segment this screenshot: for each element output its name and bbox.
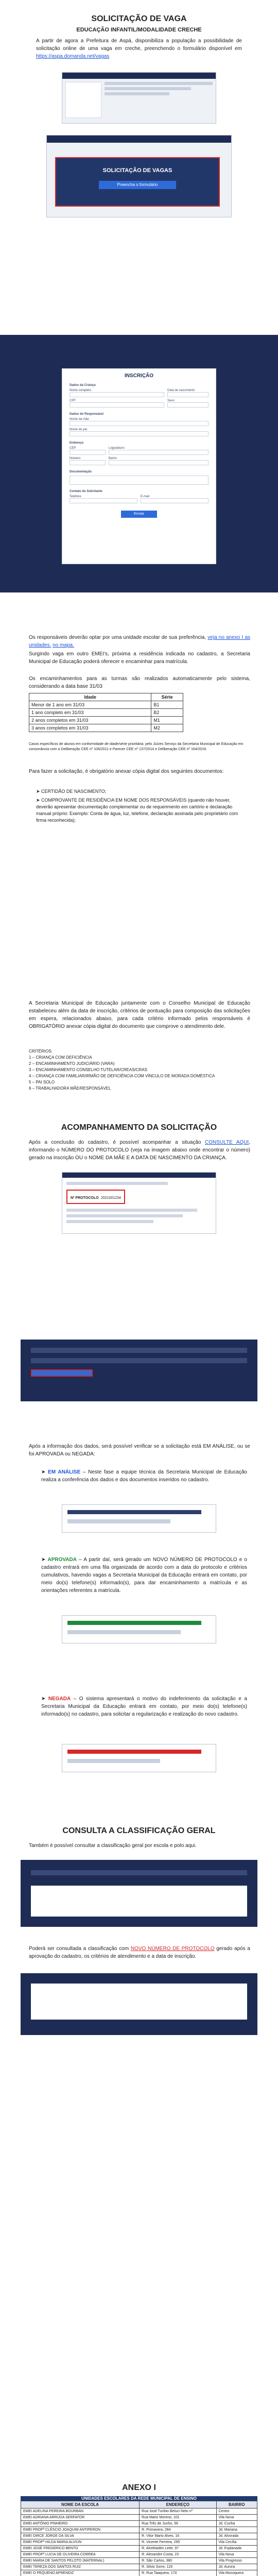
table-cell: Centro <box>216 2509 257 2515</box>
registration-form <box>62 368 216 564</box>
table-cell: R. São Carlos, 380 <box>140 2558 216 2564</box>
classification-text-end: gerado após a aprovação do cadastro, os critérios de atendimento e a data de inscrição. <box>29 1946 250 1959</box>
routing-paragraph: Os encaminhamentos para as turmas são realizados automaticamente pelo sistema, considerando a data base 31/03 <box>29 676 250 689</box>
list-item: 1 – CRIANÇA COM DEFICIÊNCIA <box>29 1055 92 1060</box>
form-link[interactable]: https://aspa.domanda.net/vagas <box>36 54 110 59</box>
tracking-text: Após a conclusão do cadastro, é possível acompanhar a situação <box>29 1140 201 1145</box>
classification-protocol-paragraph <box>29 1945 250 1960</box>
consult-link[interactable]: CONSULTE AQUI <box>205 1140 249 1145</box>
status-approved-label: APROVADA <box>47 1557 77 1563</box>
document-upload[interactable] <box>70 476 208 485</box>
table-cell: EMEI DIRCE JORGE DA SILVA <box>21 2533 140 2539</box>
page-title: SOLICITAÇÃO DE VAGA <box>91 14 187 23</box>
annex-title: ANEXO I <box>122 2483 156 2492</box>
table-cell: B2 <box>151 709 183 717</box>
table-cell: EMEI ADRIANA ARRUDA SERFATOR <box>21 2515 140 2521</box>
label-birth: Data de nascimento <box>167 389 195 392</box>
table-row <box>21 2539 257 2546</box>
number-input[interactable] <box>70 460 106 465</box>
page-subtitle: EDUCAÇÃO INFANTIL/MODALIDADE CRECHE <box>76 27 202 33</box>
submit-button[interactable]: Enviar <box>121 511 157 518</box>
table-cell: EMEI PROFª CLÉSCIO JOAQUIM ANTIPERON <box>21 2527 140 2533</box>
status-analysis-text: – Neste fase a equipe técnica da Secretaria Municipal de Educação realiza a conferência dos dados e dos documentos inseridos no cadastro. <box>41 1469 247 1483</box>
annex-table1-title: UNIDADES ESCOLARES DA REDE MUNICIPAL DE ENSINO <box>21 2496 257 2501</box>
fill-form-button[interactable]: Preencha o formulário <box>99 181 176 189</box>
documents-intro: Para fazer a solicitação, é obrigatório anexar cópia digital dos seguintes documentos: <box>29 769 224 774</box>
list-item: ➤ CERTIDÃO DE NASCIMENTO; <box>36 789 107 794</box>
cpf-input[interactable] <box>70 402 164 408</box>
banner-title: SOLICITAÇÃO DE VAGAS <box>102 167 172 174</box>
table-header: Idade <box>29 693 151 701</box>
table-cell: EMEI TEREZA DOS SANTOS RUIZ <box>21 2564 140 2570</box>
tracking-title: ACOMPANHAMENTO DA SOLICITAÇÃO <box>61 1123 217 1132</box>
list-item: 5 – PAI SOLO <box>29 1080 55 1084</box>
table-cell: EMEI MARIA DE SANTOS PELOTO (MATERNAL) <box>21 2558 140 2564</box>
phone-input[interactable] <box>70 498 137 503</box>
table-cell: Jd. Alvorada <box>216 2533 257 2539</box>
tracking-text-end: , informando o NÚMERO DO PROTOCOLO (veja na imagem abaixo onde encontrar o número) gerado na inscrição OU o NOME DA MÃE E A DATA DE NASCIMENTO DA CRIANÇA. <box>29 1140 250 1161</box>
table-cell: EMEI JOSÉ FREDERICO BENTO <box>21 2546 140 2552</box>
sex-select[interactable] <box>167 402 208 408</box>
table-cell: Jd. Mariana <box>216 2527 257 2533</box>
table-row <box>21 2552 257 2558</box>
highlight-box <box>55 157 220 207</box>
criteria-title: CRITÉRIOS: <box>29 1049 53 1054</box>
status-analysis: ➤ EM ANÁLISE – Neste fase a equipe técnica da Secretaria Municipal de Educação realiza a conferência dos dados e dos documentos inseridos no cadastro. <box>41 1469 247 1483</box>
table-cell: B1 <box>151 701 183 709</box>
table-cell: Vila Nova <box>216 2515 257 2521</box>
table-cell: Vila Progresso <box>216 2558 257 2564</box>
intro-text: A partir de agora a Prefeitura de Aspá, disponibiliza a população a possibilidade de solicitação online de uma vaga em creche, preenchendo o formulário disponível em <box>36 38 242 52</box>
table-cell: R. Primavera, 284 <box>140 2527 216 2533</box>
preference-text: Os responsáveis deverão optar por uma unidade escolar de sua preferência, <box>29 635 206 640</box>
status-denied: ➤ NEGADA – O sistema apresentará o motivo do indeferimento da solicitação e a Secretaria Municipal da Educação entrará em contato, por meio do(s) telefone(s) informado(s) no cadastro, para solicitar a regularização e realização do novo cadastro. <box>41 1696 247 1717</box>
table-row <box>21 2570 257 2576</box>
approved-screenshot <box>62 1615 216 1643</box>
nearby-paragraph: Surgindo vaga em outro EMEI's, próxima a residência indicada no cadastro, a Secretaria Municipal de Educação poderá oferecer e encaminhar para matrícula. <box>29 651 250 665</box>
label-father: Nome do pai <box>70 428 88 431</box>
search-form-band <box>21 1340 257 1401</box>
document-item: COMPROVANTE DE RESIDÊNCIA EM NOME DOS RESPONSÁVEIS (quando não houver, deverão apresentar documentação complementar ou de requerimento em cartório e declaração manual próprio: Exemplo: Conta de água, luz, telefone, declaração assinada pelo proprietário com firma reconhecida); <box>36 798 238 823</box>
calendar-widget <box>65 82 101 118</box>
denied-screenshot <box>62 1744 216 1772</box>
classification-result-screenshot <box>21 1973 257 2035</box>
form-title: INSCRIÇÃO <box>124 373 154 379</box>
list-item: 2 – ENCAMINHAMENTO JUDICIÁRIO (VARA) <box>29 1061 115 1066</box>
form-section-parent: Dados do Responsável <box>70 413 104 416</box>
table-cell: Jd. Aurora <box>216 2564 257 2570</box>
cep-input[interactable] <box>70 450 106 455</box>
table-cell: Vila Mocoquera <box>216 2570 257 2576</box>
table-cell: 3 anos completos em 31/03 <box>29 724 151 732</box>
status-denied-label: NEGADA <box>48 1696 71 1702</box>
form-section-docs: Documentação <box>70 470 92 473</box>
protocol-label: Nº PROTOCOLO <box>71 1196 99 1200</box>
table-row <box>21 2509 257 2515</box>
table-row <box>29 701 183 709</box>
table-cell: EMEI PROFª HILDA MARIA ALVIUN <box>21 2539 140 2546</box>
table-row <box>29 724 183 732</box>
table-cell: R. Vicente Ferreira, 295 <box>140 2539 216 2546</box>
classification-table <box>31 1886 247 1917</box>
status-intro: Após a informação dos dados, será possível verificar se a solicitação está EM ANÁLISE, ou se foi APROVADA ou NEGADA: <box>29 1444 250 1457</box>
table-cell: R. Silvio Sorre, 119 <box>140 2564 216 2570</box>
table-cell: EMEI ANTÔNIO PINHEIRO <box>21 2521 140 2527</box>
list-item: 4 – CRIANÇA COM FAMILIAR/IRMÃO DE DEFICIÊNCIA COM VÍNCULO DE MORADA DOMÉSTICA <box>29 1074 215 1078</box>
table-cell: Rua Mario Moreno, 101 <box>140 2515 216 2521</box>
table-row <box>29 709 183 717</box>
form-section-address: Endereço <box>70 442 84 445</box>
search-field[interactable] <box>31 1358 247 1363</box>
list-item: 3 – ENCAMINHAMENTO CONSELHO TUTELAR/CREAS/CRAS <box>29 1067 147 1072</box>
table-row <box>21 2558 257 2564</box>
child-name-input[interactable] <box>70 392 164 397</box>
table-row <box>21 2521 257 2527</box>
classification-title: CONSULTA A CLASSIFICAÇÃO GERAL <box>62 1826 216 1835</box>
table-row <box>21 2533 257 2539</box>
table-cell: M2 <box>151 724 183 732</box>
list-item: 6 – TRABALHADORA MÃE/RESPONSÁVEL <box>29 1086 111 1091</box>
document-item: CERTIDÃO DE NASCIMENTO; <box>41 789 107 794</box>
table-cell: EMEI PROFª LUCIA DE OLIVEIRA CORREA <box>21 2552 140 2558</box>
criteria-list <box>29 1048 250 1092</box>
table-header: BAIRRO <box>216 2501 257 2509</box>
analysis-screenshot <box>62 1504 216 1533</box>
table-cell: EMEI ADELINA PEREIRA BOURBAN <box>21 2509 140 2515</box>
label-email: E-mail <box>141 495 150 498</box>
protocol-screenshot <box>62 1172 216 1234</box>
result-table <box>31 1984 247 2020</box>
intro-paragraph <box>36 37 242 60</box>
annex-link[interactable]: veja no anexo I as unidades. <box>29 635 251 648</box>
birth-date-input[interactable] <box>167 392 208 397</box>
search-field[interactable] <box>31 1348 247 1353</box>
website-screenshot <box>62 72 216 124</box>
table-row <box>21 2527 257 2533</box>
new-protocol-link[interactable]: NOVO NÚMERO DE PROTOCOLO <box>130 1946 215 1952</box>
table-cell: Rua José Turíbio Beluci Neto nº <box>140 2509 216 2515</box>
table-header: NOME DA ESCOLA <box>21 2501 140 2509</box>
father-name-input[interactable] <box>70 431 208 436</box>
table-header: ENDEREÇO <box>140 2501 216 2509</box>
table-cell: Jd. Esplanada <box>216 2546 257 2552</box>
street-input[interactable] <box>109 450 208 455</box>
table-cell: Jd. Cunha <box>216 2521 257 2527</box>
protocol-value: 2021001234 <box>101 1196 121 1200</box>
table-cell: 2 anos completos em 31/03 <box>29 717 151 724</box>
table-cell: Rua Três de Junho, 56 <box>140 2521 216 2527</box>
district-input[interactable] <box>109 460 208 465</box>
table-row <box>21 2564 257 2570</box>
mother-name-input[interactable] <box>70 421 208 426</box>
label-sex: Sexo <box>167 399 175 402</box>
label-street: Logradouro <box>109 447 125 450</box>
status-analysis-label: EM ANÁLISE <box>48 1469 81 1475</box>
table-header: Série <box>151 693 183 701</box>
label-phone: Telefone <box>70 495 81 498</box>
label-district: Bairro <box>109 457 117 460</box>
table-note: Casos específicos de alunos em conformidade de idade/série prioritária: pelo Juízes Serviço da Secretaria Municipal de Educação em consonância com a Deliberação CEE nº 106/2011 e Parecer CEE nº 137/2014 e Deliberação CEE nº 164/2016. <box>29 742 244 751</box>
table-cell: 1 ano completo em 31/03 <box>29 709 151 717</box>
table-cell: Vila Nova <box>216 2552 257 2558</box>
age-grade-table <box>29 693 183 732</box>
table-row <box>21 2515 257 2521</box>
list-item: ➤ COMPROVANTE DE RESIDÊNCIA EM NOME DOS RESPONSÁVEIS (quando não houver, deverão apresentar documentação complementar ou de requerimento em cartório e declaração manual próprio: Exemplo: Conta de água, luz, telefone, declaração assinada pelo proprietário com firma reconhecida); <box>36 798 238 823</box>
table-row <box>29 717 183 724</box>
table-cell: R. Alexandre Costa, 23 <box>140 2552 216 2558</box>
label-mother: Nome da mãe <box>70 418 89 421</box>
search-button[interactable] <box>31 1369 93 1377</box>
preference-paragraph <box>29 634 250 649</box>
label-name: Nome completo <box>70 389 92 392</box>
table-cell: EMEI O PEQUENO APRENDIZ <box>21 2570 140 2576</box>
status-approved-text: – A partir daí, será gerado um NOVO NÚMERO DE PROTOCOLO e o cadastro entrará em uma fila organizada de acordo com a data do protocolo e critérios cumulativos, havendo vagas a Secretaria Municipal da Educação entrará em contato, por meio do(s) telefone(s) informado(s), para dar encaminhamento a matrícula e as orientações referentes a matrícula. <box>41 1557 247 1594</box>
table-cell: R. Rua Taaquera, 170 <box>140 2570 216 2576</box>
classification-screenshot <box>21 1860 257 1927</box>
map-link[interactable]: no mapa. <box>53 642 74 648</box>
table-row <box>21 2546 257 2552</box>
annex-tables <box>21 2496 257 2576</box>
classification-filter[interactable] <box>31 1870 247 1875</box>
status-denied-text: – O sistema apresentará o motivo do indeferimento da solicitação e a Secretaria Municipal da Educação entrará em contato, por meio do(s) telefone(s) informado(s) no cadastro, para solicitar a regularização e realização do novo cadastro. <box>41 1696 247 1717</box>
schools-table <box>21 2501 257 2576</box>
table-cell: R. Alcebíades Leite, 97 <box>140 2546 216 2552</box>
status-approved: ➤ APROVADA – A partir daí, será gerado um NOVO NÚMERO DE PROTOCOLO e o cadastro entrará em uma fila organizada de acordo com a data do protocolo e critérios cumulativos, havendo vagas a Secretaria Municipal da Educação entrará em contato, por meio do(s) telefone(s) informado(s), para dar encaminhamento a matrícula e as orientações referentes a matrícula. <box>41 1557 247 1594</box>
table-cell: Vila Cecília <box>216 2539 257 2546</box>
protocol-highlight <box>66 1190 125 1204</box>
table-cell: M1 <box>151 717 183 724</box>
label-cep: CEP <box>70 447 76 450</box>
table-cell: Menor de 1 ano em 31/03 <box>29 701 151 709</box>
criteria-paragraph: A Secretaria Municipal de Educação juntamente com o Conselho Municipal de Educação estabeleceu além da data de inscrição, critérios de pontuação para composição das solicitações em espera, relacionados abaixo, para cada critério informado pelos responsáveis é OBRIGATÓRIO anexar cópia digital do documento que comprove o atendimento dele. <box>29 1001 250 1029</box>
label-number: Número <box>70 457 81 460</box>
classification-text: Poderá ser consultada a classificação com <box>29 1946 129 1952</box>
table-cell: R. Vitor Mario Alves, 16 <box>140 2533 216 2539</box>
banner-screenshot <box>46 135 232 217</box>
email-input[interactable] <box>141 498 208 503</box>
form-section-contact: Contato do Solicitante <box>70 490 102 493</box>
label-cpf: CPF <box>70 399 76 402</box>
documents-list <box>36 788 247 824</box>
form-section-child: Dados da Criança <box>70 384 96 387</box>
tracking-paragraph <box>29 1139 250 1162</box>
classification-paragraph: Também é possível consultar a classificação geral por escola e polo aqui. <box>29 1843 197 1849</box>
